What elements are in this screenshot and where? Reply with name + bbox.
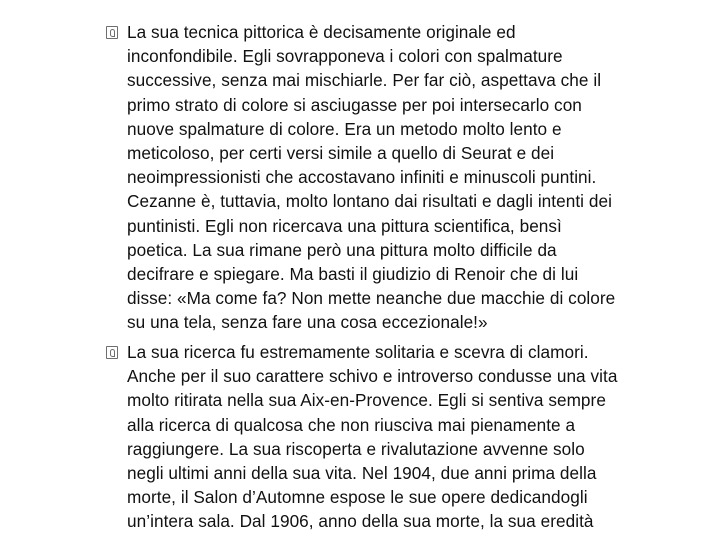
text-line: decifrare e spiegare. Ma basti il giudizio di Renoir che di lui bbox=[127, 263, 579, 284]
text-line: La sua tecnica pittorica è decisamente originale ed bbox=[127, 22, 516, 42]
bullet-paragraph-solitude bbox=[127, 340, 697, 534]
text-line: meticoloso, per certi versi simile a quello di Seurat e dei bbox=[127, 142, 555, 163]
text-line: disse: «Ma come fa? Non mette neanche due macchie di colore bbox=[127, 288, 616, 309]
text-line: inconfondibile. Egli sovrapponeva i colori con spalmature bbox=[127, 46, 563, 67]
text-line: neoimpressionisti che accostavano infiniti e minuscoli puntini. bbox=[127, 167, 597, 188]
text-line: su una tela, senza fare una cosa eccezionale!» bbox=[127, 312, 488, 333]
text-line: La sua ricerca fu estremamente solitaria e scevra di clamori. bbox=[127, 342, 589, 362]
text-line: molto ritirata nella sua Aix-en-Provence. Egli si sentiva sempre bbox=[127, 390, 606, 411]
text-line: Anche per il suo carattere schivo e introverso condusse una vita bbox=[127, 366, 618, 387]
text-line: nuove spalmature di colore. Era un metodo molto lento e bbox=[127, 118, 562, 139]
text-line: morte, il Salon d’Automne espose le sue opere dedicandogli bbox=[127, 487, 588, 508]
bullet-marker-icon bbox=[106, 346, 118, 359]
bullet-marker-icon bbox=[106, 26, 118, 39]
text-line: negli ultimi anni della sua vita. Nel 1904, due anni prima della bbox=[127, 462, 597, 483]
text-line: puntinisti. Egli non ricercava una pittura scientifica, bensì bbox=[127, 215, 562, 236]
text-line: alla ricerca di qualcosa che non riusciva mai pienamente a bbox=[127, 414, 576, 435]
text-line: raggiungere. La sua riscoperta e rivalutazione avvenne solo bbox=[127, 438, 585, 459]
bullet-paragraph-technique bbox=[127, 20, 697, 334]
text-line: un’intera sala. Dal 1906, anno della sua morte, la sua eredità bbox=[127, 511, 594, 532]
text-line: successive, senza mai mischiarle. Per far ciò, aspettava che il bbox=[127, 70, 602, 91]
text-line: primo strato di colore si asciugasse per poi intersecarlo con bbox=[127, 94, 582, 115]
text-line: Cezanne è, tuttavia, molto lontano dai risultati e dagli intenti dei bbox=[127, 191, 612, 212]
text-line: poetica. La sua rimane però una pittura molto difficile da bbox=[127, 239, 557, 260]
